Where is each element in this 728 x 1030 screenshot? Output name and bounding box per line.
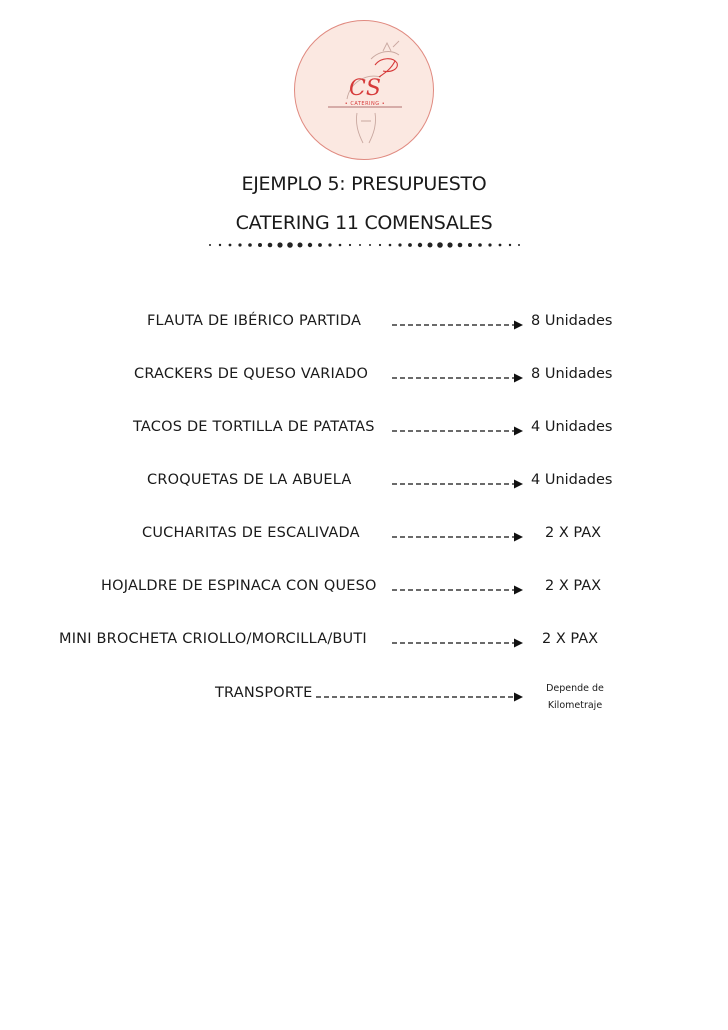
page-title-line1: EJEMPLO 5: PRESUPUESTO — [241, 173, 487, 195]
list-item — [0, 578, 728, 602]
logo-tagline: • CATERING • — [344, 101, 386, 107]
list-item — [0, 631, 728, 655]
item-label: TACOS DE TORTILLA DE PATATAS — [133, 419, 375, 435]
list-item — [0, 366, 728, 390]
item-quantity: 8 Unidades — [531, 313, 613, 329]
item-quantity: 4 Unidades — [531, 419, 613, 435]
logo-monogram: CS — [349, 76, 381, 101]
item-quantity: 4 Unidades — [531, 472, 613, 488]
item-label: MINI BROCHETA CRIOLLO/MORCILLA/BUTI — [59, 631, 367, 647]
item-quantity: 8 Unidades — [531, 366, 613, 382]
item-label: CRACKERS DE QUESO VARIADO — [134, 366, 369, 382]
dashed-arrow-icon — [392, 319, 524, 331]
transport-label: TRANSPORTE — [215, 685, 313, 701]
transport-row — [0, 685, 728, 721]
list-item — [0, 313, 728, 337]
item-label: CUCHARITAS DE ESCALIVADA — [142, 525, 360, 541]
list-item — [0, 472, 728, 496]
item-quantity: 2 X PAX — [545, 578, 602, 594]
transport-quantity — [530, 680, 620, 714]
item-quantity: 2 X PAX — [545, 525, 602, 541]
item-label: CROQUETAS DE LA ABUELA — [147, 472, 352, 488]
catering-logo — [294, 20, 434, 160]
dashed-arrow-icon — [392, 637, 524, 649]
item-label: FLAUTA DE IBÉRICO PARTIDA — [147, 313, 362, 329]
dashed-arrow-icon — [392, 531, 524, 543]
list-item — [0, 419, 728, 443]
logo-graphic — [295, 21, 434, 160]
dashed-arrow-icon — [392, 425, 524, 437]
dashed-arrow-icon — [392, 372, 524, 384]
dotted-divider — [207, 238, 522, 252]
dashed-arrow-icon — [392, 478, 524, 490]
item-quantity: 2 X PAX — [542, 631, 599, 647]
transport-quantity-line1: Depende de — [546, 683, 604, 694]
list-item — [0, 525, 728, 549]
page-title-line2: CATERING 11 COMENSALES — [235, 212, 493, 234]
item-label: HOJALDRE DE ESPINACA CON QUESO — [101, 578, 377, 594]
dashed-arrow-icon — [316, 691, 524, 703]
dashed-arrow-icon — [392, 584, 524, 596]
transport-quantity-line2: Kilometraje — [547, 700, 603, 711]
